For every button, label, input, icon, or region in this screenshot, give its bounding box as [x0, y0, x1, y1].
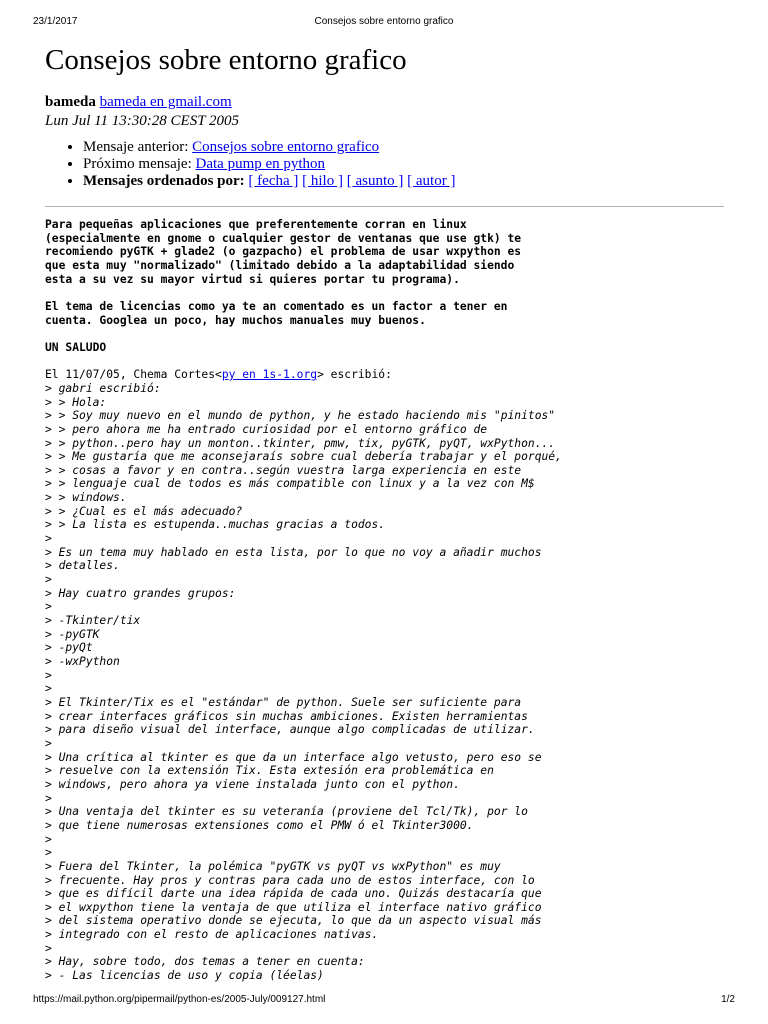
intro-line: esta a su vez su mayor virtud si quieres portar tu programa).: [45, 272, 460, 286]
nav-prev-label: Mensaje anterior:: [83, 139, 189, 155]
quoted-line: [45, 969, 324, 982]
quoted-line: [45, 505, 242, 518]
quote-marker: >: [45, 805, 59, 819]
quote-marker: >: [45, 559, 59, 573]
quoted-line-text: detalles.: [58, 559, 120, 573]
quoted-line: [45, 710, 528, 723]
quoted-line: [45, 437, 555, 450]
quoted-line: [45, 846, 52, 859]
quoted-line: [45, 641, 93, 654]
sort-by-author-link[interactable]: [ autor ]: [407, 173, 456, 189]
intro-line: recomiendo pyGTK + glade2 (o gazpacho) el problema de usar wxpython es: [45, 245, 522, 259]
quoted-line: [45, 382, 161, 395]
quoted-line: [45, 477, 535, 490]
nav-next-label: Próximo mensaje:: [83, 156, 192, 172]
intro-line: UN SALUDO: [45, 340, 107, 354]
intro-line: Para pequeñas aplicaciones que preferentemente corran en linux: [45, 218, 467, 231]
quoted-line: [45, 491, 127, 504]
quoted-line-text: lenguaje cual de todos es más compatible con linux y a la vez con M$: [72, 477, 535, 491]
nav-prev: [83, 139, 730, 156]
prev-message-link[interactable]: Consejos sobre entorno grafico: [192, 139, 380, 155]
quoted-line: [45, 518, 385, 531]
quoted-line: [45, 396, 106, 409]
quoted-line: [45, 874, 535, 887]
quoted-line-text: cosas a favor y en contra..según vuestra larga experiencia en este: [72, 463, 522, 477]
quoted-line: [45, 737, 52, 750]
header-separator: [45, 206, 724, 207]
quoted-line: [45, 751, 542, 764]
quote-marker: >: [45, 928, 59, 942]
quoted-line: [45, 669, 52, 682]
quote-marker: >: [45, 900, 59, 914]
intro-line: El tema de licencias como ya te an comentado es un factor a tener en: [45, 299, 508, 313]
quoted-line: [45, 614, 140, 627]
message-title: Consejos sobre entorno grafico: [45, 44, 407, 76]
author-name: bameda: [45, 94, 96, 110]
quoted-line-text: windows.: [72, 491, 127, 505]
quoted-line: [45, 559, 120, 572]
quoted-line: [45, 723, 535, 736]
quote-marker: >: [45, 736, 52, 750]
quoted-line: [45, 860, 501, 873]
quoted-line: [45, 573, 52, 586]
quote-marker: > >: [45, 477, 73, 491]
quoted-line: [45, 887, 542, 900]
quote-marker: > >: [45, 518, 73, 532]
reply-attribution-prefix: El 11/07/05, Chema Cortes<: [45, 368, 222, 382]
quote-marker: > >: [45, 436, 73, 450]
quoted-line: [45, 696, 521, 709]
quoted-line-text: Hay cuatro grandes grupos:: [58, 586, 236, 600]
quote-marker: >: [45, 777, 59, 791]
quote-marker: >: [45, 941, 52, 955]
quote-marker: >: [45, 955, 59, 969]
message-body: [45, 218, 735, 983]
nav-sorted-label: Mensajes ordenados por:: [83, 173, 245, 189]
quote-marker: >: [45, 873, 59, 887]
quote-marker: >: [45, 614, 59, 628]
quoted-line: [45, 819, 474, 832]
quote-marker: >: [45, 545, 59, 559]
quote-marker: >: [45, 969, 59, 983]
quoted-line-text: resuelve con la extensión Tix. Esta extesión era problemática en: [58, 764, 494, 778]
quoted-line-text: pero ahora me ha entrado curiosidad por el entorno gráfico de: [72, 422, 488, 436]
quoted-line: [45, 833, 52, 846]
quoted-line: [45, 778, 460, 791]
quoted-line-text: Una crítica al tkinter es que da un interface algo vetusto, pero eso se: [58, 750, 542, 764]
quote-marker: >: [45, 668, 52, 682]
reply-attribution: [45, 368, 392, 381]
quote-marker: >: [45, 641, 59, 655]
quoted-line: [45, 805, 528, 818]
quote-marker: > >: [45, 409, 73, 423]
quoted-line: [45, 928, 378, 941]
quote-marker: >: [45, 586, 59, 600]
quoted-line: [45, 914, 542, 927]
quote-marker: > >: [45, 422, 73, 436]
sort-by-subject-link[interactable]: [ asunto ]: [346, 173, 404, 189]
quoted-line: [45, 901, 542, 914]
nav-sorted: [83, 173, 730, 190]
quote-marker: >: [45, 818, 59, 832]
print-footer: [33, 994, 735, 1008]
quote-marker: >: [45, 655, 59, 668]
quoted-line-text: -pyGTK: [58, 627, 100, 641]
quote-marker: > >: [45, 395, 73, 409]
quoted-line: [45, 600, 52, 613]
quoted-line-text: gabri escribió:: [58, 381, 161, 395]
reply-email-link[interactable]: py en 1s-1.org: [221, 368, 318, 382]
quoted-line-text: que es difícil darte una idea rápida de cada uno. Quizás destacaría que: [58, 887, 542, 901]
quote-marker: >: [45, 914, 59, 928]
quoted-line-text: Soy muy nuevo en el mundo de python, y he estado haciendo mis "pinitos": [72, 409, 556, 423]
quoted-line-text: La lista es estupenda..muchas gracias a todos.: [72, 518, 386, 532]
quoted-line-text: - Las licencias de uso y copia (léelas): [58, 969, 324, 983]
quoted-line: [45, 792, 52, 805]
print-page-number: 1/2: [721, 994, 735, 1005]
quoted-line-text: -wxPython: [58, 655, 120, 668]
print-page-title: Consejos sobre entorno grafico: [314, 16, 454, 27]
print-url: https://mail.python.org/pipermail/python-es/2005-July/009127.html: [33, 994, 326, 1005]
next-message-link[interactable]: Data pump en python: [195, 156, 326, 172]
message-header: [45, 40, 730, 190]
quoted-line-text: integrado con el resto de aplicaciones nativas.: [58, 928, 379, 942]
quoted-line-text: ¿Cual es el más adecuado?: [72, 504, 243, 518]
quote-marker: > >: [45, 450, 73, 464]
quote-marker: >: [45, 791, 52, 805]
quoted-line-text: para diseño visual del interface, aunque algo complicadas de utilizar.: [58, 723, 535, 737]
quoted-line: [45, 532, 52, 545]
quoted-line: [45, 464, 521, 477]
quoted-line: [45, 942, 52, 955]
quoted-line: [45, 955, 365, 968]
quote-marker: >: [45, 750, 59, 764]
message-nav: [45, 139, 730, 190]
print-date: 23/1/2017: [33, 16, 78, 27]
quote-marker: > >: [45, 504, 73, 518]
quoted-line-text: Me gustaría que me aconsejaraís sobre cual debería trabajar y el porqué,: [72, 450, 562, 464]
sort-by-thread-link[interactable]: [ hilo ]: [302, 173, 343, 189]
quoted-line-text: Hay, sobre todo, dos temas a tener en cuenta:: [58, 955, 365, 969]
quoted-line: [45, 628, 99, 641]
quote-marker: >: [45, 381, 59, 395]
quote-marker: >: [45, 709, 59, 723]
quote-marker: >: [45, 627, 59, 641]
quote-marker: >: [45, 682, 52, 696]
quoted-line-text: Fuera del Tkinter, la polémica "pyGTK vs pyQT vs wxPython" es muy: [58, 859, 501, 873]
quoted-line-text: del sistema operativo donde se ejecuta, lo que da un aspecto visual más: [58, 914, 542, 928]
quoted-line-text: el wxpython tiene la ventaja de que utiliza el interface nativo gráfico: [58, 900, 542, 914]
quoted-line: [45, 655, 120, 668]
quoted-line-text: python..pero hay un monton..tkinter, pmw, tix, pyGTK, pyQT, wxPython...: [72, 436, 556, 450]
quote-marker: > >: [45, 463, 73, 477]
quoted-line: [45, 450, 562, 463]
quote-marker: >: [45, 859, 59, 873]
quoted-line: [45, 423, 487, 436]
quote-marker: >: [45, 695, 59, 709]
author-line: [45, 93, 730, 112]
quoted-line: [45, 764, 494, 777]
quoted-line-text: -pyQt: [58, 641, 93, 655]
intro-line: cuenta. Googlea un poco, hay muchos manuales muy buenos.: [45, 313, 426, 327]
quoted-line-text: frecuente. Hay pros y contras para cada uno de estos interface, con lo: [58, 873, 535, 887]
quoted-line-text: Una ventaja del tkinter es su veteranía (proviene del Tcl/Tk), por lo: [58, 805, 528, 819]
quoted-text: [45, 382, 562, 982]
quoted-line: [45, 546, 542, 559]
message-date: Lun Jul 11 13:30:28 CEST 2005: [45, 113, 240, 129]
quoted-line-text: Es un tema muy hablado en esta lista, por lo que no voy a añadir muchos: [58, 545, 542, 559]
quoted-line: [45, 587, 235, 600]
quote-marker: >: [45, 600, 52, 614]
quote-marker: >: [45, 832, 52, 846]
quoted-line-text: El Tkinter/Tix es el "estándar" de python. Suele ser suficiente para: [58, 695, 522, 709]
quote-marker: > >: [45, 491, 73, 505]
quoted-line-text: crear interfaces gráficos sin muchas ambiciones. Existen herramientas: [58, 709, 528, 723]
reply-attribution-suffix: > escribió:: [317, 368, 392, 382]
quote-marker: >: [45, 723, 59, 737]
quoted-line-text: Hola:: [72, 395, 107, 409]
quoted-line-text: -Tkinter/tix: [58, 614, 141, 628]
quote-marker: >: [45, 573, 52, 587]
nav-next: [83, 156, 730, 173]
quote-marker: >: [45, 846, 52, 860]
quote-marker: >: [45, 532, 52, 546]
intro-line: (especialmente en gnome o cualquier gestor de ventanas que use gtk) te: [45, 231, 522, 245]
message-intro: [45, 218, 521, 354]
quoted-line: [45, 682, 52, 695]
sort-by-date-link[interactable]: [ fecha ]: [248, 173, 299, 189]
quote-marker: >: [45, 887, 59, 901]
quoted-line: [45, 409, 555, 422]
print-header: [33, 16, 735, 30]
quoted-line-text: que tiene numerosas extensiones como el PMW ó el Tkinter3000.: [58, 818, 474, 832]
quote-marker: >: [45, 764, 59, 778]
intro-line: que esta muy "normalizado" (limitado debido a la adaptabilidad siendo: [45, 258, 515, 272]
author-email-link[interactable]: bameda en gmail.com: [99, 94, 232, 110]
quoted-line-text: windows, pero ahora ya viene instalada junto con el python.: [58, 777, 460, 791]
